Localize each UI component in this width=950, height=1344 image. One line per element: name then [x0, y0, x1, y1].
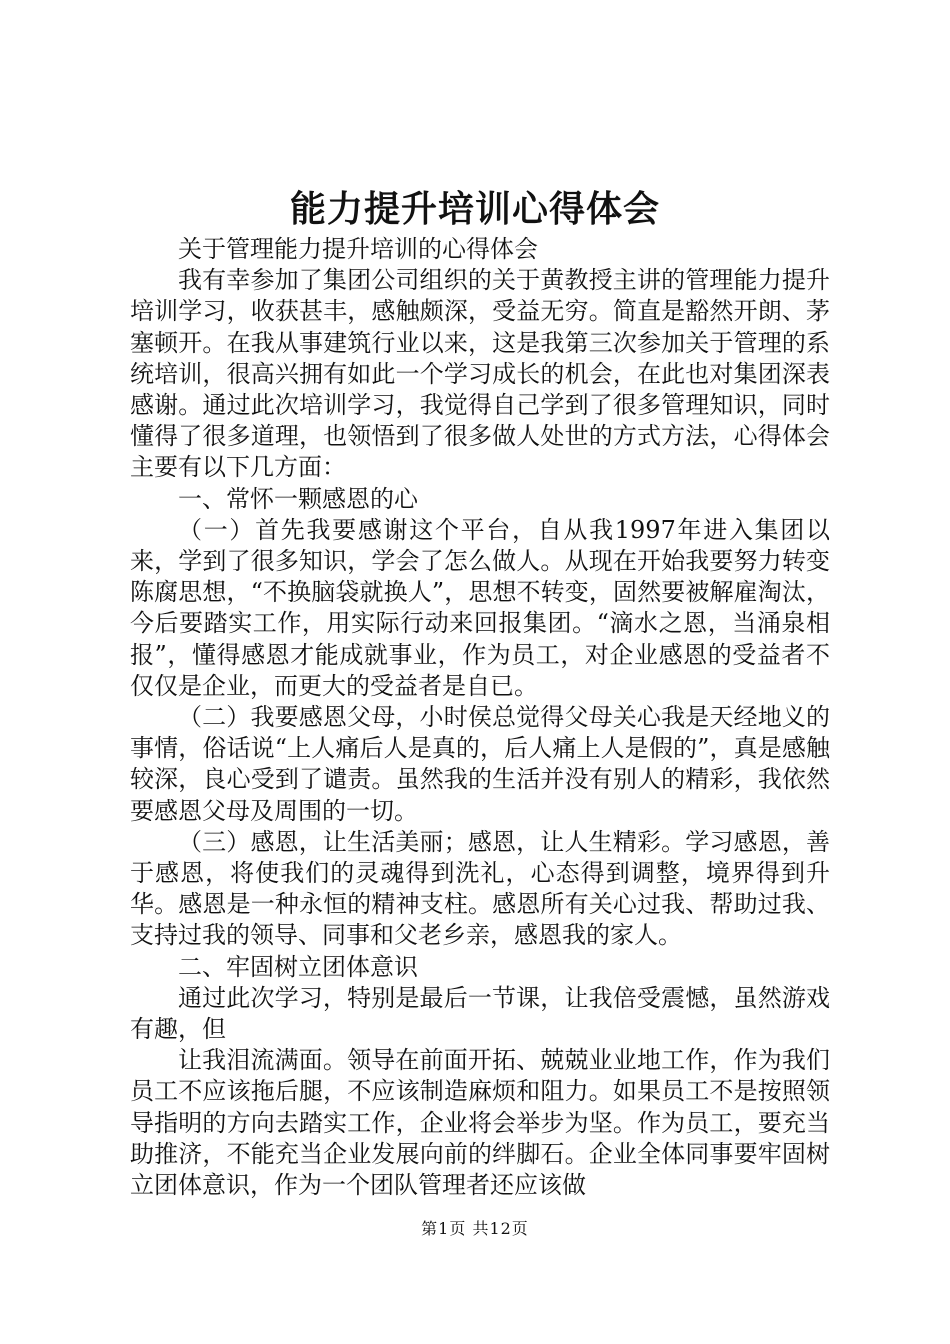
document-title: 能力提升培训心得体会 [289, 188, 660, 230]
heading-section-2: 二、牢固树立团体意识 [178, 952, 418, 981]
paragraph-1-1: （一）首先我要感谢这个平台，自从我1997年进入集团以来，学到了很多知识，学会了怎么做人。从现在开始我要努力转变陈腐思想，“不换脑袋就换人”，思想不转变，固然要被解雇淘汰，今后要踏实工作，用实际行动来回报集团。“滴水之恩，当涌泉相报”，懂得感恩才能成就事业，作为员工，对企业感恩的受益者不仅仅是企业，而更大的受益者是自已。 [130, 515, 830, 700]
paragraph-1-2: （二）我要感恩父母，小时侯总觉得父母关心我是天经地义的事情，俗话说“上人痛后人是真的，后人痛上人是假的”，真是感触较深，良心受到了谴责。虽然我的生活并没有别人的精彩，我依然要感恩父母及周围的一切。 [130, 703, 830, 825]
paragraph-intro: 我有幸参加了集团公司组织的关于黄教授主讲的管理能力提升培训学习，收获甚丰，感触颇深，受益无穷。简直是豁然开朗、茅塞顿开。在我从事建筑行业以来，这是我第三次参加关于管理的系统培训，很高兴拥有如此一个学习成长的机会，在此也对集团深表感谢。通过此次培训学习，我觉得自己学到了很多管理知识，同时懂得了很多道理，也领悟到了很多做人处世的方式方法，心得体会主要有以下几方面： [130, 266, 830, 482]
heading-section-1: 一、常怀一颗感恩的心 [178, 484, 418, 513]
page-number-footer: 第1页 共12页 [421, 1219, 529, 1238]
paragraph-subtitle: 关于管理能力提升培训的心得体会 [178, 235, 538, 263]
document-body [130, 234, 830, 1201]
paragraph-2-2: 让我泪流满面。领导在前面开拓、兢兢业业地工作，作为我们员工不应该拖后腿，不应该制造麻烦和阻力。如果员工不是按照领导指明的方向去踏实工作，企业将会举步为坚。作为员工，要充当助推济，不能充当企业发展向前的绊脚石。企业全体同事要牢固树立团体意识，作为一个团队管理者还应该做 [130, 1046, 830, 1200]
paragraph-1-3: （三）感恩，让生活美丽；感恩，让人生精彩。学习感恩，善于感恩，将使我们的灵魂得到洗礼，心态得到调整，境界得到升华。感恩是一种永恒的精神支柱。感恩所有关心过我、帮助过我、支持过我的领导、同事和父老乡亲，感恩我的家人。 [130, 827, 830, 950]
paragraph-2-1: 通过此次学习，特别是最后一节课，让我倍受震憾，虽然游戏有趣，但 [130, 983, 830, 1044]
